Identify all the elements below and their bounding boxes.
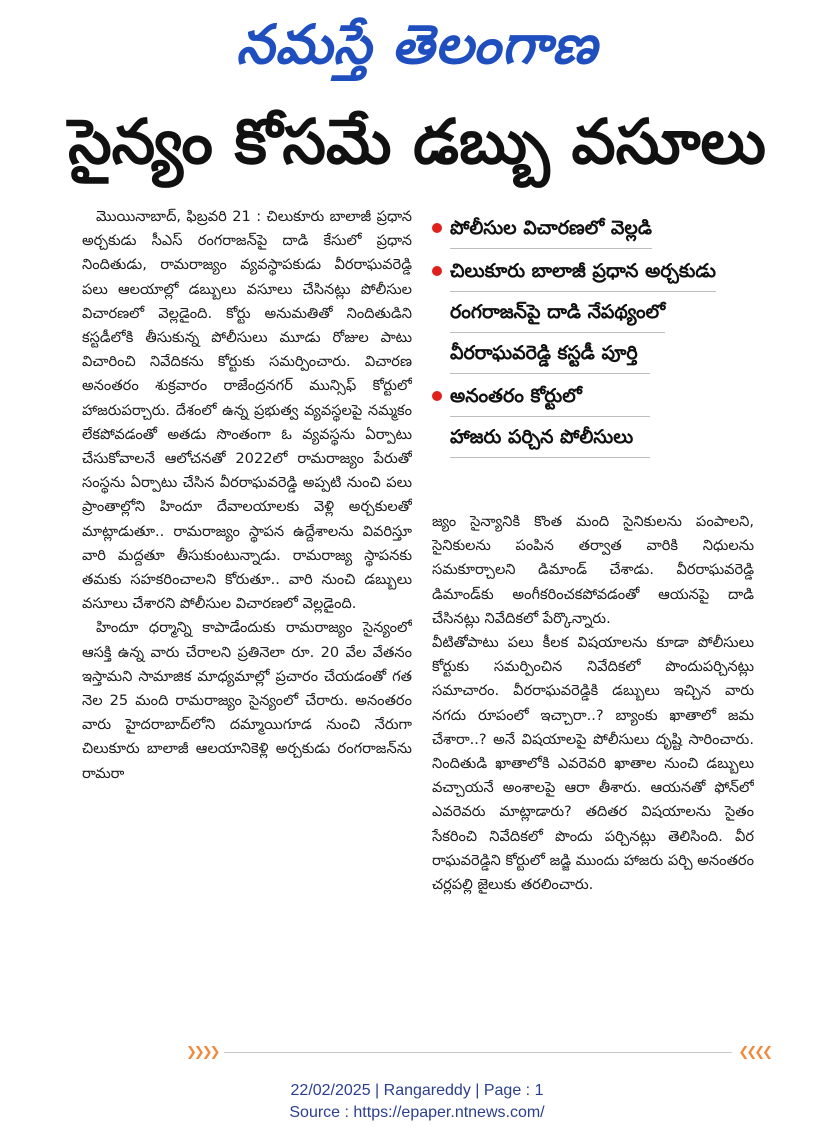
end-ornament: [186, 1046, 770, 1060]
chevron-left-icon: ❮❮❮❮: [738, 1045, 770, 1060]
article-paragraph: వీటితోపాటు పలు కీలక విషయాలను కూడా పోలీసులు కోర్టుకు సమర్పించిన నివేదికలో పొందుపర్చినట్లు సమాచారం. వీరరాఘవరెడ్డికి డబ్బులు ఇచ్చిన వారు నగదు రూపంలో ఇచ్చారా..? బ్యాంకు ఖాతాలో జమ చేశారా..? అనే విషయాలపై పోలీసులు దృష్టి సారించారు. నిందితుడి ఖాతాలోకి ఎవరెవరి ఖాతాల నుంచి డబ్బులు వచ్చాయనే అంశాలపై ఆరా తీశారు. ఆయనతో ఫోన్‌లో ఎవరెవరు మాట్లాడారు? తదితర విషయాలను సైతం సేకరించి నివేదికలో పొందు పర్చినట్లు తెలిసింది. వీర రాఘవరెడ్డిని కోర్టులో జడ్జి ముందు హాజరు పర్చి అనంతరం చర్లపల్లి జైలుకు తరలించారు.: [432, 634, 754, 894]
red-bullet-icon: [432, 391, 442, 401]
article-column-right: [432, 510, 754, 1040]
footer-edition-info: 22/02/2025 | Rangareddy | Page : 1: [290, 1082, 544, 1099]
highlight-line: పోలీసుల విచారణలో వెల్లడి: [450, 208, 652, 249]
highlight-item: [430, 208, 770, 249]
footer-source: Source : https://epaper.ntnews.com/: [289, 1104, 545, 1121]
article-paragraph: జ్యం సైన్యానికి కొంత మంది సైనికులను పంపాలని, సైనికులను పంపిన తర్వాత వారికి నిధులను సమకూర్చాలని డిమాండ్ చేశాడు. వీరరాఘవరెడ్డి డిమాండ్‌కు అంగీకరించకపోవడంతో ఆయనపై దాడి చేసినట్లు నివేదికలో పేర్కొన్నారు.: [432, 513, 754, 627]
article-column-left: [82, 205, 412, 1035]
highlight-line: అనంతరం కోర్టులో: [450, 376, 650, 417]
newspaper-logo-title: నమస్తే తెలంగాణ: [236, 13, 598, 76]
masthead: [0, 6, 834, 86]
highlight-item: [430, 376, 770, 458]
highlight-line: హాజరు పర్చిన పోలీసులు: [450, 417, 650, 458]
red-bullet-icon: [432, 223, 442, 233]
highlight-line: వీరరాఘవరెడ్డి కస్టడీ పూర్తి: [450, 333, 650, 374]
highlight-line: రంగరాజన్‌పై దాడి నేపథ్యంలో: [450, 292, 665, 333]
red-bullet-icon: [432, 266, 442, 276]
chevron-right-icon: ❯❯❯❯: [186, 1045, 218, 1060]
highlights-box: [430, 208, 770, 478]
article-paragraph: హిందూ ధర్మాన్ని కాపాడేందుకు రామరాజ్యం సైన్యంలో ఆసక్తి ఉన్న వారు చేరాలని ప్రతినెలా రూ. 20 వేల వేతనం ఇస్తామని సామాజిక మాధ్యమాల్లో ప్రచారం చేయడంతో గత నెల 25 మంది రామరాజ్యం సైన్యంలో చేరారు. అనంతరం వారు హైదరాబాద్‌లోని దమ్మాయిగూడ నుంచి నేరుగా చిలుకూరు బాలాజీ ఆలయానికెళ్లి అర్చకుడు రంగరాజన్‌ను రామరా: [82, 619, 412, 782]
divider: [224, 1052, 732, 1053]
article-headline: సైన్యం కోసమే డబ్బు వసూలు: [68, 105, 766, 178]
highlight-item: [430, 251, 770, 374]
article-paragraph: మొయినాబాద్, ఫిబ్రవరి 21 : చిలుకూరు బాలాజీ ప్రధాన అర్చకుడు సీఎస్ రంగరాజన్‌పై దాడి కేసులో ప్రధాన నిందితుడు, రామరాజ్యం వ్యవస్థాపకుడు వీరరాఘవరెడ్డి పలు ఆలయాల్లో డబ్బులు వసూలు చేసినట్లు పోలీసుల విచారణలో వెల్లడైంది. కోర్టు అనుమతితో నిందితుడిని కస్టడీలోకి తీసుకున్న పోలీసులు మూడు రోజుల పాటు విచారించి నివేదికను కోర్టుకు సమర్పించారు. విచారణ అనంతరం శుక్రవారం రాజేంద్రనగర్ మున్సిఫ్ కోర్టులో హాజరుపర్చారు. దేశంలో ఉన్న ప్రభుత్వ వ్యవస్థలపై నమ్మకం లేకపోవడంతో అతడు సొంతంగా ఓ వ్యవస్థను ఏర్పాటు చేసుకోవాలనే ఆలోచనతో 2022లో రామరాజ్యం పేరుతో సంస్థను ఏర్పాటు చేసిన వీరరాఘవరెడ్డి అప్పటి నుంచి పలు ప్రాంతాల్లోని హిందూ దేవాలయాలకు వెళ్లి అర్చకులతో మాట్లాడుతూ.. రామరాజ్యం స్థాపన ఉద్దేశాలను వివరిస్తూ వారి మద్దతూ తీసుకుంటున్నాడు. రామరాజ్య స్థాపనకు తమకు సహకరించాలని కోరుతూ.. వారి నుంచి డబ్బులు వసూలు చేశారని పోలీసుల విచారణలో వెల్లడైంది.: [82, 208, 412, 613]
highlight-line: చిలుకూరు బాలాజీ ప్రధాన అర్చకుడు: [450, 251, 716, 292]
